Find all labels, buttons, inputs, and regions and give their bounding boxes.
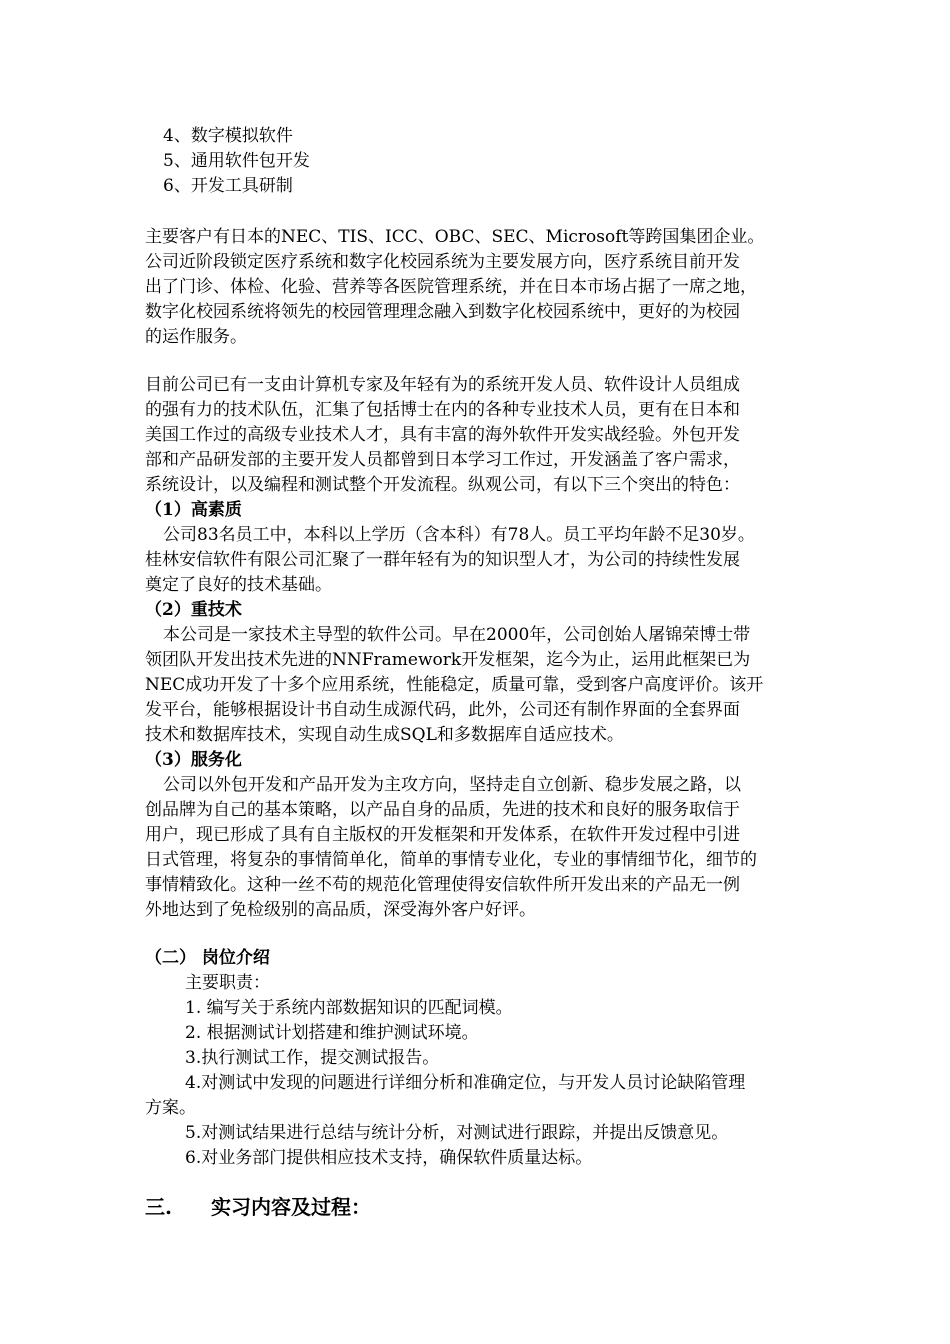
section-title: 实习内容及过程： [211, 1195, 371, 1219]
paragraph-line: 的强有力的技术队伍，汇集了包括博士在内的各种专业技术人员，更有在日本和 [145, 400, 740, 420]
position-heading: （二） 岗位介绍 [145, 948, 270, 968]
section-number: 三. [145, 1195, 172, 1219]
paragraph-line: 用户，现已形成了具有自主版权的开发框架和开发体系，在软件开发过程中引进 [145, 825, 740, 845]
duty-item: 6.对业务部门提供相应技术支持，确保软件质量达标。 [185, 1148, 593, 1168]
feature-quality [145, 498, 807, 598]
paragraph-line: 外地达到了免检级别的高品质，深受海外客户好评。 [145, 900, 536, 920]
duty-item: 2. 根据测试计划搭建和维护测试环境。 [185, 1023, 479, 1043]
paragraph-line: 公司以外包开发和产品开发为主攻方向，坚持走自立创新、稳步发展之路，以 [163, 775, 741, 795]
team-paragraph [145, 373, 807, 498]
paragraph-line: 公司83名员工中，本科以上学历（含本科）有78人。员工平均年龄不足30岁。 [163, 525, 755, 545]
list-item: 4、数字模拟软件 [163, 126, 293, 146]
direction-paragraph [145, 250, 807, 350]
paragraph-line: 事情精致化。这种一丝不苟的规范化管理使得安信软件所开发出来的产品无一例 [145, 875, 740, 895]
paragraph-line: 创品牌为自己的基本策略，以产品自身的品质，先进的技术和良好的服务取信于 [145, 800, 740, 820]
paragraph-line: 系统设计，以及编程和测试整个开发流程。纵观公司，有以下三个突出的特色： [145, 475, 740, 495]
feature-heading: （1）高素质 [145, 500, 242, 520]
customers-paragraph [145, 225, 807, 250]
paragraph-line: 部和产品研发部的主要开发人员都曾到日本学习工作过，开发涵盖了客户需求， [145, 450, 740, 470]
paragraph-line: 桂林安信软件有限公司汇聚了一群年轻有为的知识型人才，为公司的持续性发展 [145, 550, 740, 570]
section-heading [145, 1195, 371, 1220]
feature-service [145, 748, 807, 923]
paragraph-line: 发平台，能够根据设计书自动生成源代码，此外，公司还有制作界面的全套界面 [145, 700, 740, 720]
paragraph-line: 日式管理，将复杂的事情简单化，简单的事情专业化，专业的事情细节化，细节的 [145, 850, 757, 870]
software-list [145, 124, 807, 199]
feature-heading: （2）重技术 [145, 600, 242, 620]
duty-item: 3.执行测试工作，提交测试报告。 [185, 1048, 440, 1068]
paragraph-line: 数字化校园系统将领先的校园管理理念融入到数字化校园系统中，更好的为校园 [145, 302, 740, 322]
paragraph-line: 技术和数据库技术，实现自动生成SQL和多数据库自适应技术。 [145, 725, 624, 745]
feature-heading: （3）服务化 [145, 750, 242, 770]
list-item: 5、通用软件包开发 [163, 151, 310, 171]
paragraph-line: 的运作服务。 [145, 327, 247, 347]
duty-item: 1. 编写关于系统内部数据知识的匹配词模。 [185, 998, 513, 1018]
paragraph-line: 领团队开发出技术先进的NNFramework开发框架，迄今为止，运用此框架已为 [145, 650, 751, 670]
paragraph-line: 出了门诊、体检、化验、营养等各医院管理系统，并在日本市场占据了一席之地， [145, 277, 757, 297]
duties-intro: 主要职责： [185, 973, 270, 993]
list-item: 6、开发工具研制 [163, 176, 293, 196]
duty-item: 4.对测试中发现的问题进行详细分析和准确定位，与开发人员讨论缺陷管理 [185, 1073, 746, 1093]
paragraph-line: 美国工作过的高级专业技术人才，具有丰富的海外软件开发实战经验。外包开发 [145, 425, 740, 445]
customers-line: 主要客户有日本的NEC、TIS、ICC、OBC、SEC、Microsoft等跨国集团企业。 [145, 227, 765, 247]
feature-technology [145, 598, 807, 748]
paragraph-line: 目前公司已有一支由计算机专家及年轻有为的系统开发人员、软件设计人员组成 [145, 375, 740, 395]
paragraph-line: 本公司是一家技术主导型的软件公司。早在2000年，公司创始人屠锦荣博士带 [163, 625, 751, 645]
duty-item: 5.对测试结果进行总结与统计分析，对测试进行跟踪，并提出反馈意见。 [185, 1123, 729, 1143]
paragraph-line: NEC成功开发了十多个应用系统，性能稳定，质量可靠，受到客户高度评价。该开 [145, 675, 764, 695]
position-section [145, 946, 807, 1171]
paragraph-line: 公司近阶段锁定医疗系统和数字化校园系统为主要发展方向，医疗系统目前开发 [145, 252, 740, 272]
duty-item-continuation: 方案。 [145, 1098, 196, 1118]
paragraph-line: 奠定了良好的技术基础。 [145, 575, 332, 595]
